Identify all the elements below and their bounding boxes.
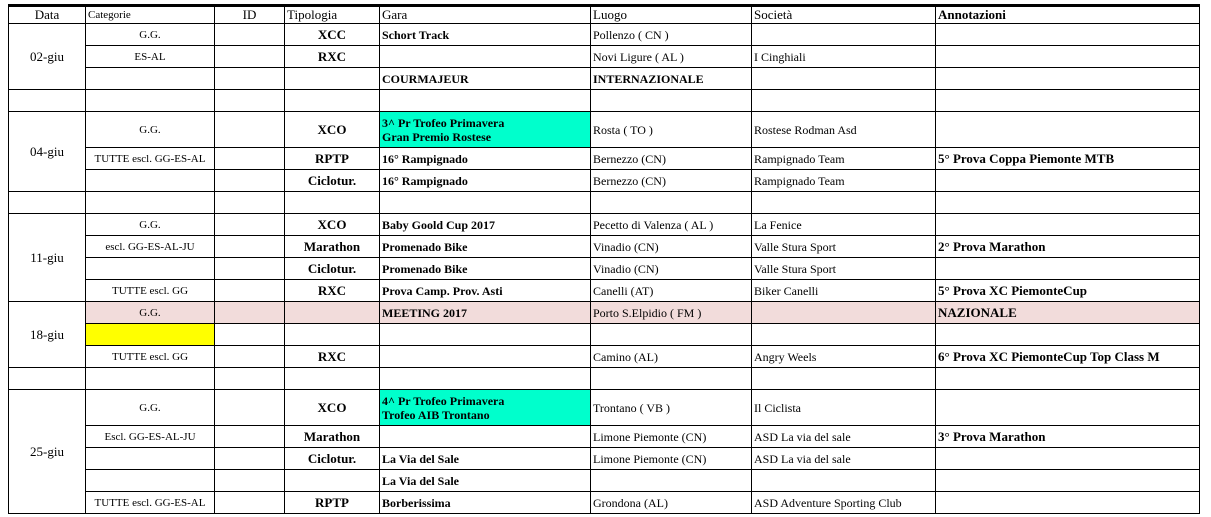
header-categorie: Categorie xyxy=(86,6,215,24)
categoria-cell xyxy=(86,170,215,192)
gara-cell: La Via del Sale xyxy=(380,448,591,470)
tipologia-cell: XCO xyxy=(285,214,380,236)
tipologia-cell: Ciclotur. xyxy=(285,258,380,280)
annotazioni-cell xyxy=(936,470,1200,492)
luogo-cell: Pollenzo ( CN ) xyxy=(591,24,752,46)
annotazioni-cell xyxy=(936,368,1200,390)
table-row xyxy=(9,448,1200,470)
luogo-cell: Porto S.Elpidio ( FM ) xyxy=(591,302,752,324)
annotazioni-cell xyxy=(936,112,1200,148)
annotazioni-cell xyxy=(936,390,1200,426)
societa-cell: Rampignado Team xyxy=(752,148,936,170)
gara-line: 3^ Pr Trofeo Primavera xyxy=(382,115,505,130)
id-cell xyxy=(215,390,285,426)
categoria-cell: G.G. xyxy=(86,302,215,324)
luogo-cell xyxy=(591,324,752,346)
id-cell xyxy=(215,236,285,258)
spacer-row xyxy=(9,192,1200,214)
annotazioni-cell: 5° Prova XC PiemonteCup xyxy=(936,280,1200,302)
luogo-cell: Grondona (AL) xyxy=(591,492,752,514)
header-row xyxy=(9,6,1200,24)
tipologia-cell: XCC xyxy=(285,24,380,46)
categoria-cell xyxy=(86,90,215,112)
gara-cell xyxy=(380,90,591,112)
categoria-cell: G.G. xyxy=(86,214,215,236)
luogo-cell xyxy=(591,192,752,214)
gara-cell: La Via del Sale xyxy=(380,470,591,492)
table-row xyxy=(9,236,1200,258)
categoria-cell xyxy=(86,68,215,90)
tipologia-cell: RPTP xyxy=(285,148,380,170)
id-cell xyxy=(215,470,285,492)
societa-cell xyxy=(752,324,936,346)
table-row xyxy=(9,214,1200,236)
id-cell xyxy=(215,68,285,90)
table-row xyxy=(9,492,1200,514)
societa-cell xyxy=(752,470,936,492)
gara-cell: COURMAJEUR xyxy=(380,68,591,90)
annotazioni-cell xyxy=(936,170,1200,192)
id-cell xyxy=(215,90,285,112)
societa-cell: Rostese Rodman Asd xyxy=(752,112,936,148)
categoria-cell: ES-AL xyxy=(86,46,215,68)
luogo-cell: Limone Piemonte (CN) xyxy=(591,448,752,470)
luogo-cell: Novi Ligure ( AL ) xyxy=(591,46,752,68)
categoria-cell: TUTTE escl. GG xyxy=(86,346,215,368)
annotazioni-cell: 3° Prova Marathon xyxy=(936,426,1200,448)
gara-cell xyxy=(380,390,591,426)
header-tipologia: Tipologia xyxy=(285,6,380,24)
id-cell xyxy=(215,492,285,514)
societa-cell: ASD Adventure Sporting Club xyxy=(752,492,936,514)
societa-cell: ASD La via del sale xyxy=(752,448,936,470)
tipologia-cell: Marathon xyxy=(285,236,380,258)
table-row xyxy=(9,280,1200,302)
annotazioni-cell xyxy=(936,24,1200,46)
annotazioni-cell: 2° Prova Marathon xyxy=(936,236,1200,258)
societa-cell: I Cinghiali xyxy=(752,46,936,68)
luogo-cell: Canelli (AT) xyxy=(591,280,752,302)
categoria-cell xyxy=(86,324,215,346)
gara-line: Trofeo AIB Trontano xyxy=(382,407,490,422)
categoria-cell: Escl. GG-ES-AL-JU xyxy=(86,426,215,448)
societa-cell: Biker Canelli xyxy=(752,280,936,302)
societa-cell: La Fenice xyxy=(752,214,936,236)
tipologia-cell xyxy=(285,368,380,390)
categoria-cell: TUTTE escl. GG-ES-AL xyxy=(86,148,215,170)
luogo-cell xyxy=(591,470,752,492)
header-data: Data xyxy=(9,6,86,24)
header-societa: Società xyxy=(752,6,936,24)
header-gara: Gara xyxy=(380,6,591,24)
id-cell xyxy=(215,448,285,470)
tipologia-cell: RPTP xyxy=(285,492,380,514)
date-cell xyxy=(9,192,86,214)
id-cell xyxy=(215,24,285,46)
annotazioni-cell: 5° Prova Coppa Piemonte MTB xyxy=(936,148,1200,170)
date-cell: 04-giu xyxy=(9,112,86,192)
id-cell xyxy=(215,302,285,324)
gara-cell: Baby Goold Cup 2017 xyxy=(380,214,591,236)
gara-cell xyxy=(380,426,591,448)
date-cell xyxy=(9,368,86,390)
categoria-cell xyxy=(86,448,215,470)
categoria-cell xyxy=(86,368,215,390)
id-cell xyxy=(215,258,285,280)
spacer-row xyxy=(9,90,1200,112)
table-row xyxy=(9,46,1200,68)
tipologia-cell xyxy=(285,302,380,324)
date-cell: 25-giu xyxy=(9,390,86,514)
societa-cell xyxy=(752,68,936,90)
gara-cell: Promenado Bike xyxy=(380,236,591,258)
gara-line: 4^ Pr Trofeo Primavera xyxy=(382,393,505,408)
societa-cell: Il Ciclista xyxy=(752,390,936,426)
categoria-cell xyxy=(86,192,215,214)
table-row xyxy=(9,390,1200,426)
categoria-cell: escl. GG-ES-AL-JU xyxy=(86,236,215,258)
gara-cell: Promenado Bike xyxy=(380,258,591,280)
luogo-cell: Trontano ( VB ) xyxy=(591,390,752,426)
header-luogo: Luogo xyxy=(591,6,752,24)
id-cell xyxy=(215,368,285,390)
gara-cell: 16° Rampignado xyxy=(380,170,591,192)
tipologia-cell: XCO xyxy=(285,390,380,426)
gara-line: Gran Premio Rostese xyxy=(382,129,492,144)
societa-cell xyxy=(752,90,936,112)
luogo-cell: INTERNAZIONALE xyxy=(591,68,752,90)
id-cell xyxy=(215,170,285,192)
societa-cell xyxy=(752,192,936,214)
gara-cell: 16° Rampignado xyxy=(380,148,591,170)
annotazioni-cell: 6° Prova XC PiemonteCup Top Class M xyxy=(936,346,1200,368)
table-row xyxy=(9,258,1200,280)
luogo-cell xyxy=(591,90,752,112)
luogo-cell: Pecetto di Valenza ( AL ) xyxy=(591,214,752,236)
annotazioni-cell xyxy=(936,492,1200,514)
societa-cell xyxy=(752,302,936,324)
luogo-cell: Vinadio (CN) xyxy=(591,258,752,280)
date-cell: 11-giu xyxy=(9,214,86,302)
luogo-cell xyxy=(591,368,752,390)
annotazioni-cell xyxy=(936,258,1200,280)
date-cell xyxy=(9,90,86,112)
id-cell xyxy=(215,280,285,302)
societa-cell xyxy=(752,368,936,390)
id-cell xyxy=(215,192,285,214)
gara-cell: Schort Track xyxy=(380,24,591,46)
table-row xyxy=(9,148,1200,170)
luogo-cell: Rosta ( TO ) xyxy=(591,112,752,148)
gara-cell: MEETING 2017 xyxy=(380,302,591,324)
luogo-cell: Bernezzo (CN) xyxy=(591,148,752,170)
gara-cell: Prova Camp. Prov. Asti xyxy=(380,280,591,302)
categoria-cell: TUTTE escl. GG xyxy=(86,280,215,302)
tipologia-cell xyxy=(285,90,380,112)
annotazioni-cell: NAZIONALE xyxy=(936,302,1200,324)
id-cell xyxy=(215,46,285,68)
spacer-row xyxy=(9,368,1200,390)
societa-cell: Valle Stura Sport xyxy=(752,258,936,280)
societa-cell: Rampignado Team xyxy=(752,170,936,192)
tipologia-cell: RXC xyxy=(285,280,380,302)
gara-cell xyxy=(380,112,591,148)
id-cell xyxy=(215,148,285,170)
luogo-cell: Vinadio (CN) xyxy=(591,236,752,258)
header-annotazioni: Annotazioni xyxy=(936,6,1200,24)
societa-cell: ASD La via del sale xyxy=(752,426,936,448)
date-cell: 02-giu xyxy=(9,24,86,90)
table-row xyxy=(9,324,1200,346)
annotazioni-cell xyxy=(936,214,1200,236)
tipologia-cell: Ciclotur. xyxy=(285,170,380,192)
table-row xyxy=(9,470,1200,492)
tipologia-cell xyxy=(285,324,380,346)
annotazioni-cell xyxy=(936,46,1200,68)
table-row xyxy=(9,426,1200,448)
gara-cell xyxy=(380,46,591,68)
gara-cell xyxy=(380,324,591,346)
gara-cell: Borberissima xyxy=(380,492,591,514)
tipologia-cell: RXC xyxy=(285,346,380,368)
annotazioni-cell xyxy=(936,324,1200,346)
luogo-cell: Camino (AL) xyxy=(591,346,752,368)
table-row xyxy=(9,24,1200,46)
id-cell xyxy=(215,346,285,368)
gara-cell xyxy=(380,368,591,390)
tipologia-cell xyxy=(285,192,380,214)
tipologia-cell: XCO xyxy=(285,112,380,148)
table-row xyxy=(9,302,1200,324)
societa-cell: Angry Weels xyxy=(752,346,936,368)
date-cell: 18-giu xyxy=(9,302,86,368)
table-row xyxy=(9,346,1200,368)
luogo-cell: Limone Piemonte (CN) xyxy=(591,426,752,448)
header-id: ID xyxy=(215,6,285,24)
annotazioni-cell xyxy=(936,90,1200,112)
categoria-cell: G.G. xyxy=(86,24,215,46)
categoria-cell xyxy=(86,470,215,492)
table-row xyxy=(9,68,1200,90)
table-row xyxy=(9,170,1200,192)
annotazioni-cell xyxy=(936,448,1200,470)
tipologia-cell: Ciclotur. xyxy=(285,448,380,470)
annotazioni-cell xyxy=(936,192,1200,214)
id-cell xyxy=(215,214,285,236)
id-cell xyxy=(215,426,285,448)
id-cell xyxy=(215,112,285,148)
categoria-cell xyxy=(86,258,215,280)
societa-cell: Valle Stura Sport xyxy=(752,236,936,258)
categoria-cell: G.G. xyxy=(86,112,215,148)
categoria-cell: TUTTE escl. GG-ES-AL xyxy=(86,492,215,514)
tipologia-cell: RXC xyxy=(285,46,380,68)
societa-cell xyxy=(752,24,936,46)
id-cell xyxy=(215,324,285,346)
annotazioni-cell xyxy=(936,68,1200,90)
tipologia-cell xyxy=(285,470,380,492)
table-row xyxy=(9,112,1200,148)
events-table xyxy=(8,4,1200,514)
gara-cell xyxy=(380,346,591,368)
luogo-cell: Bernezzo (CN) xyxy=(591,170,752,192)
categoria-cell: G.G. xyxy=(86,390,215,426)
tipologia-cell xyxy=(285,68,380,90)
tipologia-cell: Marathon xyxy=(285,426,380,448)
gara-cell xyxy=(380,192,591,214)
